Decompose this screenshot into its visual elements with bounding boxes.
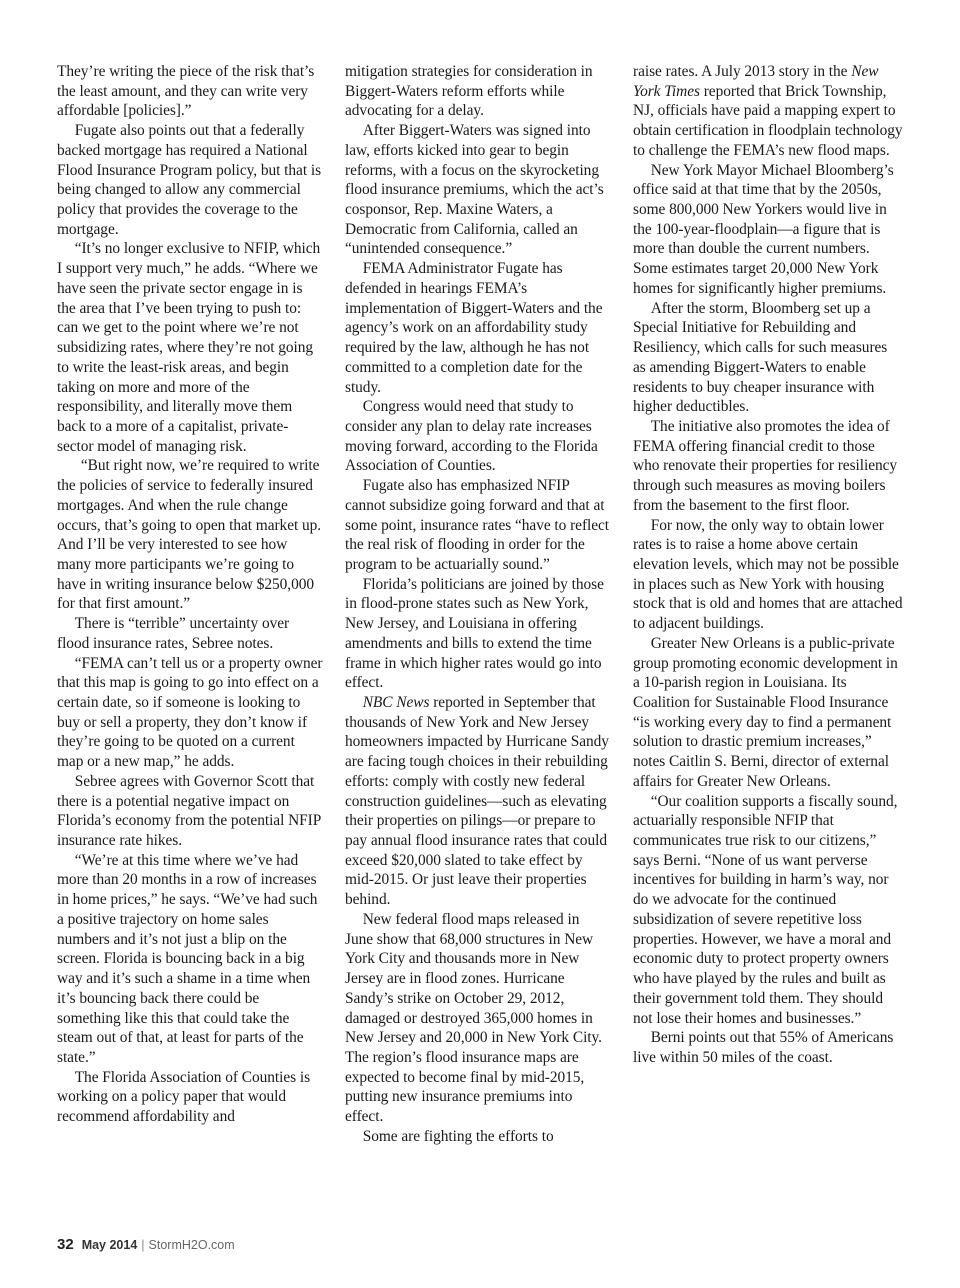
paragraph: There is “terrible” uncertainty over flood insurance rates, Sebree notes. <box>57 615 290 652</box>
paragraph: mitigation strategies for consideration in Biggert-Waters reform efforts while advocating for a delay. <box>345 63 593 120</box>
paragraph <box>633 62 903 161</box>
paragraph: “It’s no longer exclusive to NFIP, which I support very much,” he adds. “Where we have seen the private sector engage in is the area that I’ve been trying to push to: can we get to the point where we’re not subsidizing rates, where they’re not going to write the least-risk areas, and begin taking on more and more of the responsibility, and literally move them back to a more of a capitalist, private-sector model of managing risk. <box>57 240 321 455</box>
paragraph: New federal flood maps released in June show that 68,000 structures in New York City and thousands more in New Jersey are in flood zones. Hurricane Sandy’s strike on October 29, 2012, damaged or destroyed 365,000 homes in New Jersey and 20,000 in New York City. The region’s flood insurance maps are expected to become final by mid-2015, putting new insurance premiums into effect. <box>345 910 602 1126</box>
paragraph <box>345 693 611 910</box>
publication-name: NBC News <box>362 694 430 711</box>
page-number: 32 <box>57 1236 74 1253</box>
paragraph: The initiative also promotes the idea of FEMA offering financial credit to those who renovate their properties for resiliency through such measures as moving boilers from the basement to the first floor. <box>633 417 898 514</box>
paragraph: Fugate also has emphasized NFIP cannot subsidize going forward and that at some point, insurance rates “have to reflect the real risk of flooding in order for the program to be actuarially sound.” <box>345 477 610 573</box>
page-footer <box>57 1236 235 1253</box>
paragraph: Berni points out that 55% of Americans live within 50 miles of the coast. <box>633 1029 894 1066</box>
paragraph: Greater New Orleans is a public-private group promoting economic development in a 10-parish region in Louisiana. Its Coalition for Sustainable Flood Insurance “is working every day to find a permanent solution to drastic premium increases,” notes Caitlin S. Berni, director of external affairs for Greater New Orleans. <box>633 634 898 790</box>
site-name: StormH2O.com <box>148 1238 235 1252</box>
paragraph-text: raise rates. A July 2013 story in the <box>633 63 852 80</box>
publication-name: New York Times <box>633 63 879 100</box>
paragraph: New York Mayor Michael Bloomberg’s office said at that time that by the 2050s, some 800,000 New Yorkers would live in the 100-year-floodplain—a figure that is more than double the current numbers. Some estimates target 20,000 New York homes for significantly higher premiums. <box>633 161 894 297</box>
paragraph: After the storm, Bloomberg set up a Special Initiative for Rebuilding and Resiliency, which calls for such measures as amending Biggert-Waters to enable residents to buy cheaper insurance with higher deductibles. <box>633 299 888 416</box>
paragraph: FEMA Administrator Fugate has defended in hearings FEMA’s implementation of Biggert-Waters and the agency’s work on an affordability study required by the law, although he has not committed to a completion date for the study. <box>345 260 603 396</box>
paragraph-text: reported that Brick Township, NJ, officials have paid a mapping expert to obtain certification in floodplain technology to challenge the FEMA’s new flood maps. <box>633 82 903 159</box>
paragraph: For now, the only way to obtain lower rates is to raise a home above certain elevation levels, which may not be possible in places such as New York with housing stock that is old and homes that are attached to adjacent buildings. <box>633 516 903 633</box>
paragraph: Some are fighting the efforts to <box>362 1127 554 1145</box>
paragraph: “FEMA can’t tell us or a property owner that this map is going to go into effect on a certain date, so if someone is looking to buy or sell a property, they don’t know if they’re going to be quoted on a current map or a new map,” he adds. <box>57 654 323 771</box>
paragraph: They’re writing the piece of the risk that’s the least amount, and they can write very affordable [policies].” <box>57 63 315 120</box>
paragraph: Congress would need that study to consider any plan to delay rate increases moving forward, according to the Florida Association of Counties. <box>345 398 598 475</box>
issue-date: May 2014 <box>81 1238 138 1252</box>
paragraph: After Biggert-Waters was signed into law, efforts kicked into gear to begin reforms, with a focus on the skyrocketing flood insurance premiums, which the act’s cosponsor, Rep. Maxine Waters, a Democratic from California, called an “unintended consequence.” <box>345 122 604 258</box>
paragraph: The Florida Association of Counties is working on a policy paper that would recommend affordability and <box>57 1068 311 1126</box>
article-columns <box>57 62 905 1222</box>
paragraph: Sebree agrees with Governor Scott that there is a potential negative impact on Florida’s economy from the potential NFIP insurance rate hikes. <box>57 772 321 850</box>
paragraph: “We’re at this time where we’ve had more than 20 months in a row of increases in home prices,” he says. “We’ve had such a positive trajectory on home sales numbers and it’s not just a blip on the screen. Florida is bouncing back in a big way and it’s such a shame in a time when it’s bouncing back there could be something like this that could take the steam out of that, at least for parts of the state.” <box>57 851 318 1066</box>
paragraph: Fugate also points out that a federally backed mortgage has required a National Flood Insurance Program policy, but that is being changed to allow any commercial policy that provides the coverage to the mortgage. <box>57 122 322 238</box>
column-2 <box>345 62 611 1222</box>
paragraph: “Our coalition supports a fiscally sound, actuarially responsible NFIP that communicates true risk to our citizens,” says Berni. “None of us want perverse incentives for building in harm’s way, nor do we advocate for the continued subsidization of severe repetitive loss properties. However, we have a moral and economic duty to protect property owners who have played by the rules and built as their government told them. They should not lose their homes and businesses.” <box>633 792 898 1027</box>
footer-separator: | <box>141 1238 145 1252</box>
paragraph: Florida’s politicians are joined by those in flood-prone states such as New York, New Jersey, and Louisiana in offering amendments and bills to extend the time frame in which higher rates would go into effect. <box>345 575 604 692</box>
paragraph: “But right now, we’re required to write the policies of service to federally insured mortgages. And when the rule change occurs, that’s going to open that market up. And I’ll be very interested to see how many more participants we’re going to have in writing insurance below $250,000 for that first amount.” <box>57 457 322 613</box>
column-1 <box>57 62 323 1222</box>
column-3 <box>633 62 903 1222</box>
paragraph-text: reported in September that thousands of New York and New Jersey homeowners impacted by Hurricane Sandy are facing tough choices in their rebuilding efforts: comply with costly new federal construction guidelines—such as elevating their properties on pilings—or prepare to pay annual flood insurance rates that could exceed $20,000 slated to take effect by mid-2015. Or just leave their properties behind. <box>345 694 609 909</box>
